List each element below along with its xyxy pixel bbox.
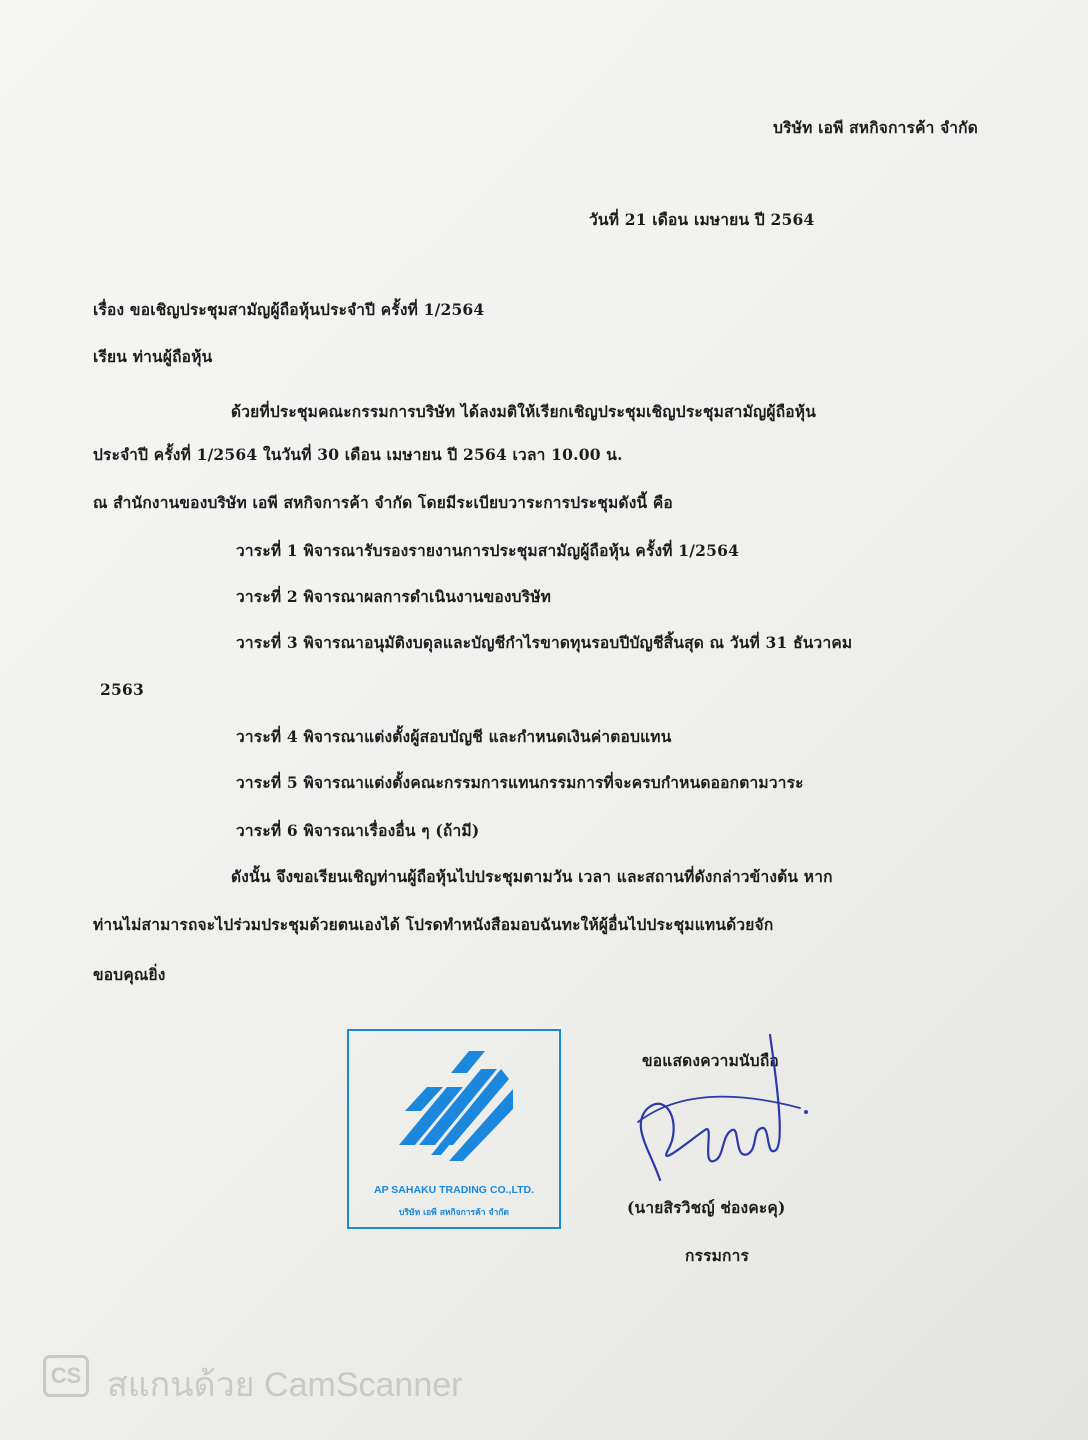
company-stamp bbox=[347, 1029, 561, 1229]
agenda-item-5: วาระที่ 5 พิจารณาแต่งตั้งคณะกรรมการแทนกรรมการที่จะครบกำหนดออกตามวาระ bbox=[236, 773, 804, 792]
agenda-item-6: วาระที่ 6 พิจารณาเรื่องอื่น ๆ (ถ้ามี) bbox=[236, 821, 480, 840]
camscanner-logo-icon: CS bbox=[43, 1355, 89, 1397]
signatory-title: กรรมการ bbox=[685, 1246, 750, 1265]
agenda-item-1: วาระที่ 1 พิจารณารับรองรายงานการประชุมสามัญผู้ถือหุ้น ครั้งที่ 1/2564 bbox=[236, 541, 740, 560]
closing-line-1: ดังนั้น จึงขอเรียนเชิญท่านผู้ถือหุ้นไปประชุมตามวัน เวลา และสถานที่ดังกล่าวข้างต้น หาก bbox=[231, 867, 833, 886]
regards-text: ขอแสดงความนับถือ bbox=[642, 1051, 779, 1070]
intro-line-1: ด้วยที่ประชุมคณะกรรมการบริษัท ได้ลงมติให้เรียกเชิญประชุมเชิญประชุมสามัญผู้ถือหุ้น bbox=[231, 402, 816, 421]
signatory-name: (นายสิรวิชญ์ ช่องคะคุ) bbox=[627, 1198, 786, 1217]
agenda-item-3-continued: 2563 bbox=[100, 680, 144, 699]
intro-line-3: ณ สำนักงานของบริษัท เอพี สหกิจการค้า จำกัด โดยมีระเบียบวาระการประชุมดังนี้ คือ bbox=[93, 493, 673, 512]
agenda-item-4: วาระที่ 4 พิจารณาแต่งตั้งผู้สอบบัญชี และกำหนดเงินค่าตอบแทน bbox=[236, 727, 672, 746]
company-logo-icon bbox=[397, 1049, 515, 1174]
company-header: บริษัท เอพี สหกิจการค้า จำกัด bbox=[773, 118, 978, 137]
handwritten-signature bbox=[620, 1030, 820, 1190]
letter-salutation: เรียน ท่านผู้ถือหุ้น bbox=[93, 347, 213, 366]
letter-subject: เรื่อง ขอเชิญประชุมสามัญผู้ถือหุ้นประจำปี ครั้งที่ 1/2564 bbox=[93, 300, 485, 319]
letter-date: วันที่ 21 เดือน เมษายน ปี 2564 bbox=[589, 210, 815, 229]
intro-line-2: ประจำปี ครั้งที่ 1/2564 ในวันที่ 30 เดือน เมษายน ปี 2564 เวลา 10.00 น. bbox=[93, 445, 623, 464]
stamp-company-name-en: AP SAHAKU TRADING CO.,LTD. bbox=[373, 1184, 535, 1196]
stamp-company-name-th: บริษัท เอพี สหกิจการค้า จำกัด bbox=[399, 1208, 509, 1218]
closing-line-3: ขอบคุณยิ่ง bbox=[93, 965, 166, 984]
agenda-item-3: วาระที่ 3 พิจารณาอนุมัติงบดุลและบัญชีกำไรขาดทุนรอบปีบัญชีสิ้นสุด ณ วันที่ 31 ธันวาคม bbox=[236, 633, 853, 652]
closing-line-2: ท่านไม่สามารถจะไปร่วมประชุมด้วยตนเองได้ โปรดทำหนังสือมอบฉันทะให้ผู้อื่นไปประชุมแทนด้วยจัก bbox=[93, 915, 774, 934]
camscanner-text: สแกนด้วย CamScanner bbox=[107, 1366, 463, 1404]
agenda-item-2: วาระที่ 2 พิจารณาผลการดำเนินงานของบริษัท bbox=[236, 587, 552, 606]
